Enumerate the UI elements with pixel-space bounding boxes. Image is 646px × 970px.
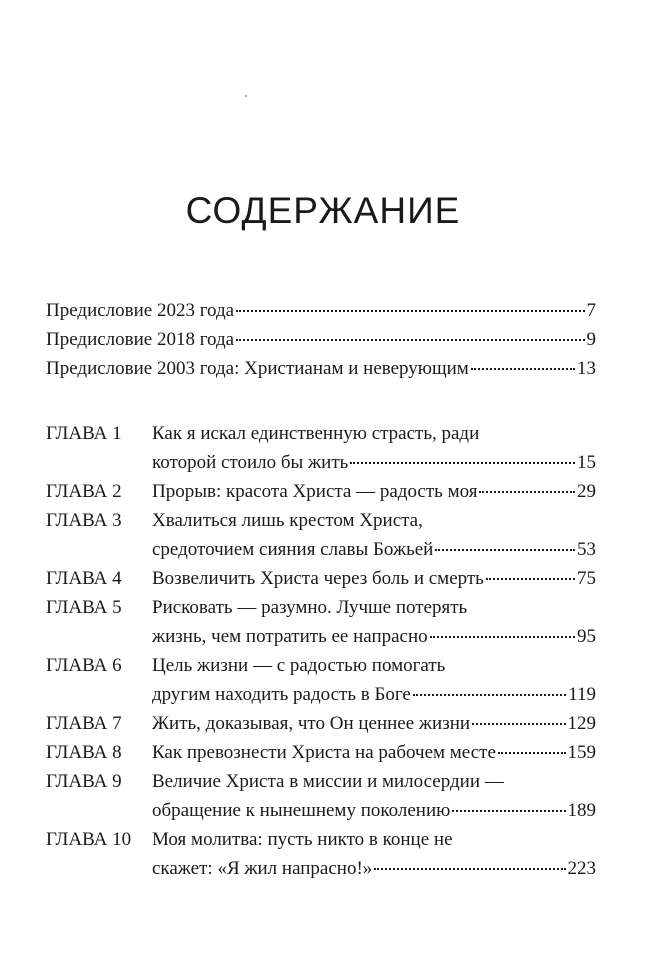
chapter-label: ГЛАВА 9 [46,771,122,792]
toc-entry-preface-2003 [46,354,596,383]
chapter-title-line: другим находить радость в Боге [152,684,411,705]
chapter-label: ГЛАВА 8 [46,742,122,763]
chapter-title-line: Хвалиться лишь крестом Христа, [152,510,423,531]
front-matter-list [46,296,596,383]
chapter-title-last-line [152,535,596,564]
chapter-title-last-line [152,622,596,651]
chapter-title-line: жизнь, чем потратить ее напрасно [152,626,428,647]
chapter-page: 75 [577,568,596,589]
chapter-label: ГЛАВА 10 [46,829,132,850]
toc-entry-page: 7 [586,300,596,321]
chapter-title [152,651,596,709]
toc-chapter-9 [46,767,596,825]
toc-entry-preface-2018 [46,325,596,354]
chapter-page: 53 [577,539,596,560]
chapter-list [46,419,596,883]
table-of-contents [46,296,596,883]
dot-leader [374,868,565,870]
dot-leader [236,339,584,341]
chapter-title-last-line [152,854,596,883]
chapter-title [152,477,596,506]
dot-leader [435,549,575,551]
dot-leader [350,462,575,464]
toc-chapter-10 [46,825,596,883]
chapter-title-last-line [152,738,596,767]
dot-leader [472,723,565,725]
chapter-title [152,506,596,564]
toc-chapter-2 [46,477,596,506]
chapter-title-line: Как я искал единственную страсть, ради [152,423,480,444]
chapter-title-last-line [152,477,596,506]
chapter-title-line: Цель жизни — с радостью помогать [152,655,446,676]
chapter-title-line: Прорыв: красота Христа — радость моя [152,481,478,502]
chapter-label: ГЛАВА 3 [46,510,122,531]
chapter-title-line: обращение к нынешнему поколению [152,800,451,821]
toc-entry-title: Предисловие 2018 года [46,329,235,350]
toc-chapter-7 [46,709,596,738]
toc-chapter-6 [46,651,596,709]
chapter-page: 129 [567,713,596,734]
chapter-title-line: Как превознести Христа на рабочем месте [152,742,496,763]
chapter-label: ГЛАВА 5 [46,597,122,618]
chapter-title-line: скажет: «Я жил напрасно!» [152,858,373,879]
toc-entry-preface-2023 [46,296,596,325]
chapter-title [152,709,596,738]
chapter-title [152,593,596,651]
dot-leader [236,310,584,312]
chapter-title-line: Моя молитва: пусть никто в конце не [152,829,453,850]
dot-leader [413,694,566,696]
chapter-label: ГЛАВА 6 [46,655,122,676]
chapter-page: 223 [567,858,596,879]
toc-chapter-5 [46,593,596,651]
toc-chapter-8 [46,738,596,767]
chapter-title-line: средоточием сияния славы Божьей [152,539,434,560]
chapter-title [152,767,596,825]
dot-leader [452,810,565,812]
dot-leader [479,491,575,493]
toc-entry-page: 9 [586,329,596,350]
chapter-title-line: Рисковать — разумно. Лучше потерять [152,597,468,618]
toc-entry-title: Предисловие 2003 года: Христианам и неверующим [46,358,469,379]
chapter-title [152,825,596,883]
chapter-title-last-line [152,796,596,825]
chapter-title-line: которой стоило бы жить [152,452,349,473]
chapter-page: 29 [577,481,596,502]
toc-entry-title: Предисловие 2023 года [46,300,235,321]
chapter-label: ГЛАВА 7 [46,713,122,734]
paper-speck [245,95,247,97]
chapter-title-last-line [152,709,596,738]
dot-leader [471,368,575,370]
chapter-title-last-line [152,564,596,593]
dot-leader [486,578,575,580]
chapter-title-line: Жить, доказывая, что Он ценнее жизни [152,713,471,734]
chapter-label: ГЛАВА 4 [46,568,122,589]
chapter-label: ГЛАВА 1 [46,423,122,444]
chapter-page: 15 [577,452,596,473]
toc-chapter-4 [46,564,596,593]
chapter-title [152,419,596,477]
chapter-title-line: Возвеличить Христа через боль и смерть [152,568,484,589]
page-title: СОДЕРЖАНИЕ [185,190,461,231]
dot-leader [430,636,575,638]
chapter-title [152,738,596,767]
chapter-page: 159 [567,742,596,763]
dot-leader [498,752,566,754]
toc-chapter-1 [46,419,596,477]
chapter-label: ГЛАВА 2 [46,481,122,502]
chapter-title-line: Величие Христа в миссии и милосердии — [152,771,504,792]
chapter-title-last-line [152,680,596,709]
chapter-page: 119 [568,684,596,705]
chapter-title [152,564,596,593]
toc-chapter-3 [46,506,596,564]
chapter-page: 189 [567,800,596,821]
toc-entry-page: 13 [577,358,596,379]
chapter-title-last-line [152,448,596,477]
chapter-page: 95 [577,626,596,647]
